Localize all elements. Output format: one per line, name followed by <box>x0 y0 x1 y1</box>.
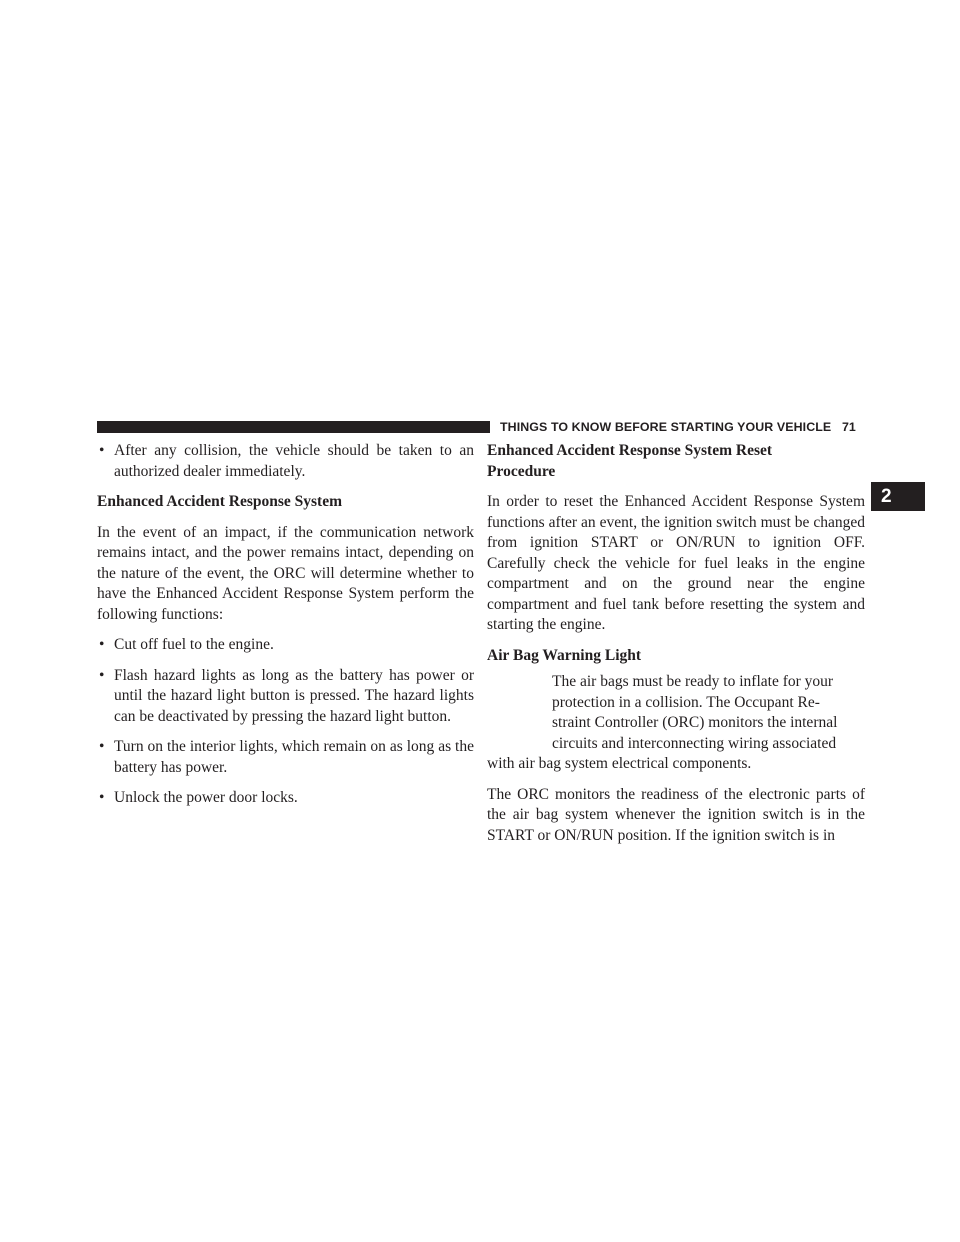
list-item-text: Flash hazard lights as long as the battery has power or until the hazard light button is pressed. The hazard lights can be deactivated by pressing the hazard light button. <box>114 666 474 725</box>
header-title: THINGS TO KNOW BEFORE STARTING YOUR VEHICLE <box>500 420 832 434</box>
list-item-text: Turn on the interior lights, which remain on as long as the battery has power. <box>114 738 474 776</box>
bullet-icon: • <box>99 442 105 459</box>
section-heading <box>487 441 865 482</box>
list-item <box>97 441 474 482</box>
bullet-icon: • <box>99 738 105 755</box>
list-item <box>97 737 474 778</box>
list-item <box>97 635 474 656</box>
header-rule <box>97 421 490 433</box>
section-heading: Air Bag Warning Light <box>487 646 642 664</box>
paragraph: In order to reset the Enhanced Accident Response System functions after an event, the ignition switch must be changed from ignition START or ON/RUN to ignition OFF. Carefully check the vehicle for fuel leaks in the engine compartment and on the ground near the engine compartment and fuel tank before resetting the system and starting the engine. <box>487 493 865 633</box>
section-heading: Enhanced Accident Response System <box>97 493 343 510</box>
bullet-icon: • <box>99 636 105 653</box>
list-item-text: Cut off fuel to the engine. <box>114 636 274 653</box>
chapter-tab: 2 <box>871 482 925 511</box>
paragraph: In the event of an impact, if the communication network remains intact, and the power remains intact, depending on the nature of the event, the ORC will determine whether to have the Enhanced Accident Response System perform the following functions: <box>97 523 474 623</box>
bullet-icon: • <box>99 789 105 806</box>
airbag-line: straint Controller (ORC) monitors the internal <box>552 714 838 731</box>
airbag-line: with air bag system electrical components. <box>487 755 752 772</box>
airbag-line: The air bags must be ready to inflate for your <box>552 673 834 690</box>
right-column <box>487 441 865 846</box>
list-item <box>97 788 474 809</box>
heading-line: Enhanced Accident Response System Reset <box>487 442 773 459</box>
paragraph-airbag <box>487 672 865 775</box>
paragraph: The ORC monitors the readiness of the electronic parts of the air bag system whenever the ignition switch is in the START or ON/RUN position. If the ignition switch is in <box>487 785 865 844</box>
airbag-line: protection in a collision. The Occupant Re- <box>552 693 820 711</box>
running-header <box>500 419 864 435</box>
heading-line: Procedure <box>487 462 556 480</box>
bullet-icon: • <box>99 666 105 684</box>
left-column <box>97 441 474 809</box>
airbag-line: circuits and interconnecting wiring associated <box>552 734 837 752</box>
list-item-text: Unlock the power door locks. <box>114 789 298 806</box>
page-number: 71 <box>841 420 856 434</box>
list-item <box>97 666 474 728</box>
list-item-text: After any collision, the vehicle should be taken to an authorized dealer immediately. <box>114 442 474 480</box>
